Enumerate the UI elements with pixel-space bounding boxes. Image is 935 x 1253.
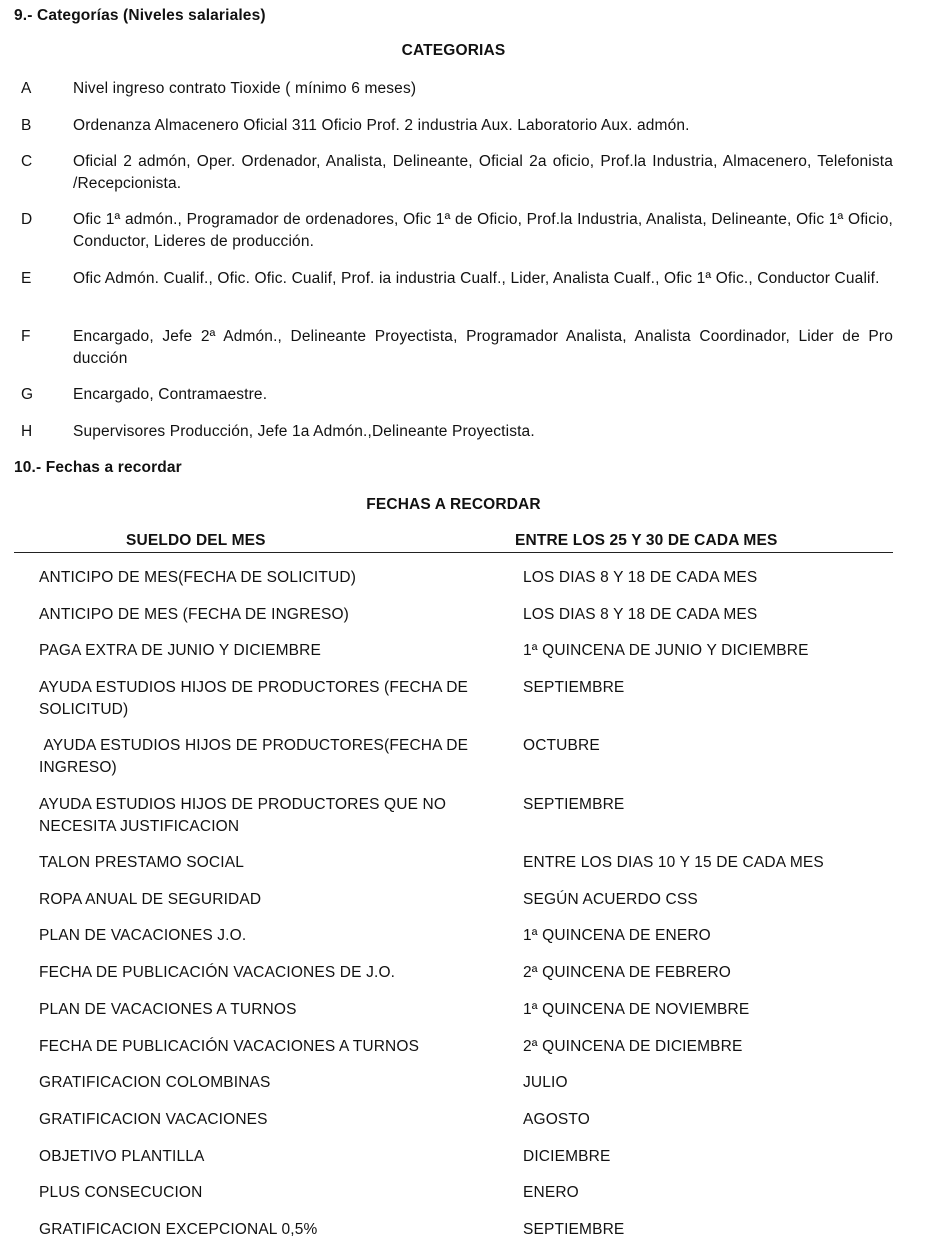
section-9-heading: 9.- Categorías (Niveles salariales) (14, 7, 266, 24)
dates-title: FECHAS A RECORDAR (366, 496, 541, 513)
category-letter: C (21, 153, 33, 170)
category-description: Ofic Admón. Cualif., Ofic. Ofic. Cualif, Prof. ia industria Cualf., Lider, Analista Cualf., Ofic 1ª Ofic., Conductor Cualif. (73, 270, 880, 287)
category-letter: G (21, 386, 34, 403)
date-when: 2ª QUINCENA DE DICIEMBRE (523, 1038, 743, 1055)
date-item: ANTICIPO DE MES (FECHA DE INGRESO) (39, 606, 349, 623)
date-when: ENTRE LOS DIAS 10 Y 15 DE CADA MES (523, 854, 824, 871)
date-item: OBJETIVO PLANTILLA (39, 1148, 205, 1165)
dates-table-header (14, 530, 893, 553)
date-when: SEPTIEMBRE (523, 679, 625, 696)
date-when: SEPTIEMBRE (523, 796, 625, 813)
date-when: SEGÚN ACUERDO CSS (523, 891, 698, 908)
date-item: PLUS CONSECUCION (39, 1184, 203, 1201)
category-description: Encargado, Contramaestre. (73, 386, 268, 403)
date-item: PLAN DE VACACIONES J.O. (39, 927, 247, 944)
date-when: 1ª QUINCENA DE NOVIEMBRE (523, 1001, 750, 1018)
date-item: AYUDA ESTUDIOS HIJOS DE PRODUCTORES QUE NO NECESITA JUSTIFICACION (39, 796, 451, 835)
date-item: FECHA DE PUBLICACIÓN VACACIONES DE J.O. (39, 964, 396, 981)
section-10-heading: 10.- Fechas a recordar (14, 459, 182, 476)
category-description: Ordenanza Almacenero Oficial 311 Oficio Prof. 2 industria Aux. Laboratorio Aux. admón. (73, 117, 690, 134)
date-when: DICIEMBRE (523, 1148, 611, 1165)
date-when: LOS DIAS 8 Y 18 DE CADA MES (523, 569, 758, 586)
date-item: TALON PRESTAMO SOCIAL (39, 854, 244, 871)
date-item: FECHA DE PUBLICACIÓN VACACIONES A TURNOS (39, 1038, 420, 1055)
date-when: 1ª QUINCENA DE ENERO (523, 927, 711, 944)
category-letter: B (21, 117, 32, 134)
category-letter: D (21, 211, 33, 228)
date-item: GRATIFICACION COLOMBINAS (39, 1074, 271, 1091)
date-when: OCTUBRE (523, 737, 600, 754)
category-letter: A (21, 80, 32, 97)
category-description: Nivel ingreso contrato Tioxide ( mínimo 6 meses) (73, 80, 417, 97)
date-item: PLAN DE VACACIONES A TURNOS (39, 1001, 297, 1018)
category-description: Oficial 2 admón, Oper. Ordenador, Analista, Delineante, Oficial 2a oficio, Prof.la Industria, Almacenero, Telefonista /Recepcionista. (73, 153, 893, 192)
date-item: AYUDA ESTUDIOS HIJOS DE PRODUCTORES (FECHA DE SOLICITUD) (39, 679, 473, 718)
date-when: LOS DIAS 8 Y 18 DE CADA MES (523, 606, 758, 623)
date-when: AGOSTO (523, 1111, 590, 1128)
date-when: SEPTIEMBRE (523, 1221, 625, 1238)
date-item: ANTICIPO DE MES(FECHA DE SOLICITUD) (39, 569, 357, 586)
date-when: 1ª QUINCENA DE JUNIO Y DICIEMBRE (523, 642, 809, 659)
category-description: Encargado, Jefe 2ª Admón., Delineante Proyectista, Programador Analista, Analista Coordinador, Lider de Pro ducción (73, 328, 893, 367)
category-description: Ofic 1ª admón., Programador de ordenadores, Ofic 1ª de Oficio, Prof.la Industria, Analista, Delineante, Ofic 1ª Oficio, Conductor, Lideres de producción. (73, 211, 893, 250)
date-when: ENERO (523, 1184, 579, 1201)
date-item: AYUDA ESTUDIOS HIJOS DE PRODUCTORES(FECHA DE INGRESO) (39, 737, 473, 776)
category-letter: H (21, 423, 33, 440)
category-letter: F (21, 328, 31, 345)
categories-title: CATEGORIAS (401, 42, 506, 59)
header-right-label: ENTRE LOS 25 Y 30 DE CADA MES (515, 532, 778, 549)
date-item: PAGA EXTRA DE JUNIO Y DICIEMBRE (39, 642, 321, 659)
category-letter: E (21, 270, 32, 287)
category-description: Supervisores Producción, Jefe 1a Admón.,Delineante Proyectista. (73, 423, 535, 440)
date-item: GRATIFICACION EXCEPCIONAL 0,5% (39, 1221, 318, 1238)
date-when: JULIO (523, 1074, 568, 1091)
date-when: 2ª QUINCENA DE FEBRERO (523, 964, 731, 981)
date-item: ROPA ANUAL DE SEGURIDAD (39, 891, 262, 908)
header-left-label: SUELDO DEL MES (126, 532, 266, 549)
date-item: GRATIFICACION VACACIONES (39, 1111, 268, 1128)
